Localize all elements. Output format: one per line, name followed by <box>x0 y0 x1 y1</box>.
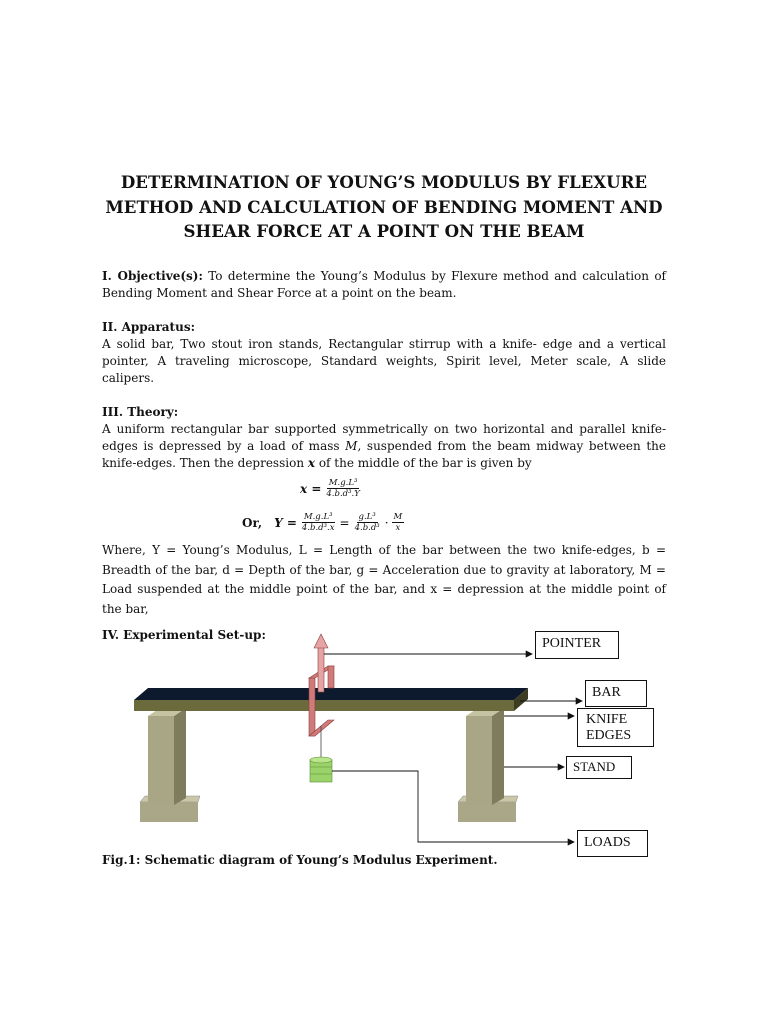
theory-text-1: A uniform rectangular bar supported symmetrically on two horizontal and parallel knife-edges is depressed by a load of mass <box>102 422 666 453</box>
label-loads: LOADS <box>577 830 648 857</box>
label-stand: STAND <box>566 756 632 779</box>
apparatus-section <box>102 319 666 387</box>
theory-section <box>102 404 666 472</box>
figure-caption: Fig.1: Schematic diagram of Young’s Modulus Experiment. <box>102 853 498 867</box>
apparatus-heading: II. Apparatus: <box>102 320 195 334</box>
formula-depression <box>300 478 365 499</box>
page-title: DETERMINATION OF YOUNG’S MODULUS BY FLEXURE METHOD AND CALCULATION OF BENDING MOMENT AND SHEAR FORCE AT A POINT ON THE BEAM <box>105 172 663 241</box>
theory-text-3: of the middle of the bar is given by <box>315 456 532 470</box>
label-bar: BAR <box>585 680 647 707</box>
left-stand <box>140 700 200 822</box>
theory-text-2: , suspended from the beam midway between the knife-edges. Then the depression <box>102 439 667 470</box>
theory-heading: III. Theory: <box>102 405 179 419</box>
formula2-equals: = <box>339 515 350 530</box>
formula2-fraction-2 <box>353 512 382 533</box>
formula-youngs-modulus <box>242 512 407 533</box>
formula2-or-label: Or, <box>242 515 263 530</box>
formula1-numerator: M.g.L³ <box>328 478 358 488</box>
load-weights <box>310 757 332 782</box>
formula1-denominator: 4.b.d³.Y <box>326 489 360 499</box>
bar <box>134 688 528 711</box>
formula2-frac1-num: M.g.L³ <box>303 512 333 522</box>
label-knife-edges: KNIFE EDGES <box>577 708 654 747</box>
objective-heading: I. Objective(s): <box>102 269 203 283</box>
setup-heading: IV. Experimental Set-up: <box>102 628 266 642</box>
formula1-fraction <box>324 478 361 499</box>
apparatus-text: A solid bar, Two stout iron stands, Rectangular stirrup with a knife- edge and a vertical pointer, A traveling microscope, Standard weights, Spirit level, Meter scale, A slide calipers. <box>102 337 666 385</box>
formula2-frac2-num: g.L³ <box>358 512 376 522</box>
mass-symbol: M <box>345 439 358 453</box>
formula2-frac3-num: M <box>393 512 403 522</box>
objective-section <box>102 268 666 302</box>
formula2-frac2-den: 4.b.d³ <box>354 523 380 533</box>
formula2-frac1-den: 4.b.d³.x <box>301 523 335 533</box>
formula2-fraction-1 <box>300 512 337 533</box>
leader-lines <box>324 654 582 842</box>
formula1-lhs: x = <box>300 481 322 496</box>
label-pointer: POINTER <box>535 631 619 659</box>
formula2-lhs: Y = <box>274 515 297 530</box>
formula2-fraction-3 <box>392 512 405 533</box>
depression-symbol: x <box>307 456 316 470</box>
right-stand <box>458 700 518 822</box>
where-definitions: Where, Y = Young’s Modulus, L = Length of the bar between the two knife-edges, b = Breadth of the bar, d = Depth of the bar, g = Acceleration due to gravity at laboratory, M = Load suspended at the middle point of the bar, and x = depression at the middle point of the bar, <box>102 543 666 616</box>
formula2-dot: · <box>384 515 389 530</box>
stirrup <box>309 634 334 736</box>
objective-text: To determine the Young’s Modulus by Flexure method and calculation of Bending Moment and Shear Force at a point on the beam. <box>102 269 666 300</box>
formula2-frac3-den: x <box>395 523 401 533</box>
